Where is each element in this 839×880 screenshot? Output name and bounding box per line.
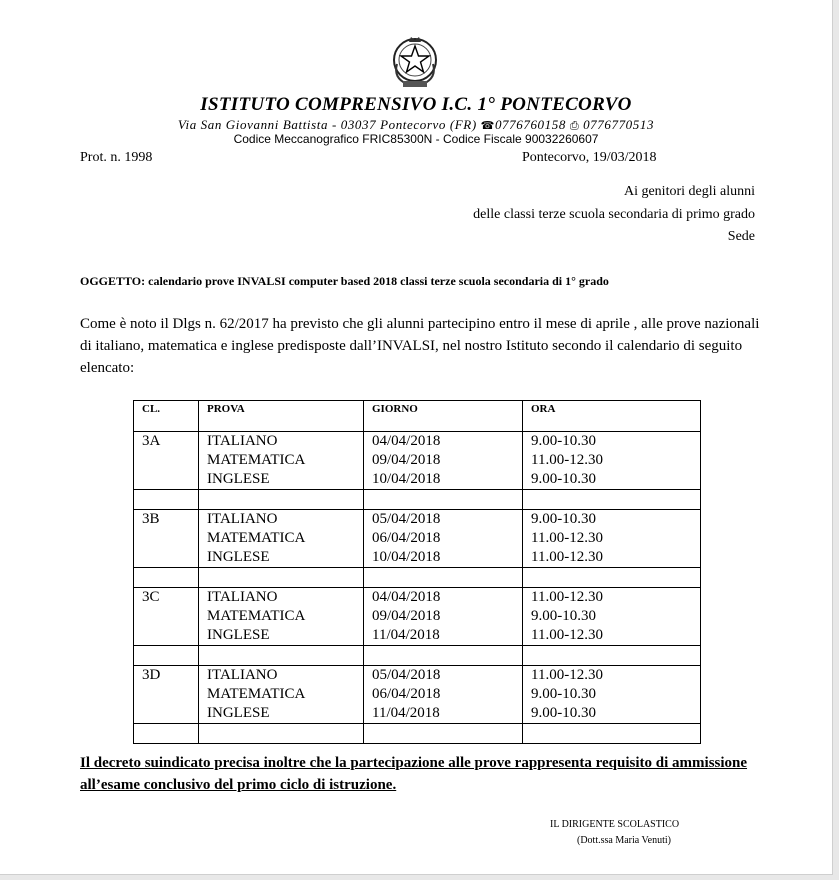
cell-giorno: 05/04/2018: [364, 510, 523, 530]
empty-cell: [364, 568, 523, 588]
empty-cell: [523, 724, 701, 744]
fax-number: 0776770513: [583, 117, 655, 132]
table-row: [134, 529, 701, 548]
empty-cell: [364, 646, 523, 666]
cell-prova: MATEMATICA: [199, 607, 364, 626]
empty-cell: [134, 724, 199, 744]
table-row: [134, 510, 701, 530]
cell-giorno: 09/04/2018: [364, 451, 523, 470]
header-ora: ORA: [523, 401, 701, 432]
table-header-row: [134, 401, 701, 432]
phone-number: 0776760158: [494, 117, 566, 132]
admission-note: Il decreto suindicato precisa inoltre che la partecipazione alle prove rappresenta requisito di ammissione all’esame conclusivo del primo ciclo di istruzione.: [80, 755, 748, 793]
telephone-icon: ☎: [480, 120, 495, 132]
cell-giorno: 06/04/2018: [364, 685, 523, 704]
table-row: [134, 588, 701, 608]
table-row: [134, 685, 701, 704]
table-row: [134, 607, 701, 626]
cell-ora: 9.00-10.30: [523, 685, 701, 704]
cell-giorno: 11/04/2018: [364, 704, 523, 724]
cell-class: [134, 529, 199, 548]
school-name: ISTITUTO COMPRENSIVO I.C. 1° PONTECORVO: [200, 94, 632, 115]
recipient-line: Sede: [727, 229, 755, 244]
cell-ora: 11.00-12.30: [523, 451, 701, 470]
empty-cell: [523, 568, 701, 588]
recipient-line: delle classi terze scuola secondaria di primo grado: [473, 207, 755, 222]
cell-class: [134, 626, 199, 646]
cell-prova: MATEMATICA: [199, 685, 364, 704]
cell-ora: 9.00-10.30: [523, 607, 701, 626]
cell-ora: 9.00-10.30: [523, 510, 701, 530]
empty-cell: [199, 568, 364, 588]
subject-line: OGGETTO: calendario prove INVALSI computer based 2018 classi terze scuola secondaria di 1° grado: [80, 274, 609, 288]
school-address: [0, 117, 832, 133]
protocol-number: Prot. n. 1998: [80, 150, 153, 165]
cell-giorno: 10/04/2018: [364, 548, 523, 568]
cell-ora: 11.00-12.30: [523, 588, 701, 608]
cell-giorno: 11/04/2018: [364, 626, 523, 646]
cell-class: [134, 704, 199, 724]
cell-ora: 11.00-12.30: [523, 626, 701, 646]
cell-giorno: 09/04/2018: [364, 607, 523, 626]
cell-class: [134, 451, 199, 470]
cell-ora: 11.00-12.30: [523, 548, 701, 568]
cell-prova: MATEMATICA: [199, 451, 364, 470]
body-paragraph: Come è noto il Dlgs n. 62/2017 ha previsto che gli alunni partecipino entro il mese di aprile , alle prove nazionali di italiano, matematica e inglese predisposte dall’INVALSI, nel nostro Istituto secondo il calendario di seguito elencato:: [80, 316, 760, 376]
cell-class: [134, 685, 199, 704]
table-row: [134, 470, 701, 490]
empty-cell: [523, 490, 701, 510]
spacer-row: [134, 568, 701, 588]
header-class: CL.: [134, 401, 199, 432]
cell-giorno: 05/04/2018: [364, 666, 523, 686]
header-prova: PROVA: [199, 401, 364, 432]
empty-cell: [134, 568, 199, 588]
spacer-row: [134, 646, 701, 666]
signature-title: IL DIRIGENTE SCOLASTICO: [550, 819, 680, 830]
cell-class: 3A: [134, 432, 199, 452]
table-row: [134, 432, 701, 452]
table-row: [134, 626, 701, 646]
empty-cell: [364, 490, 523, 510]
cell-ora: 9.00-10.30: [523, 432, 701, 452]
republic-emblem-icon: [389, 34, 441, 90]
fax-icon: ⎙: [569, 120, 580, 132]
cell-prova: INGLESE: [199, 548, 364, 568]
cell-class: [134, 470, 199, 490]
table-row: [134, 704, 701, 724]
cell-prova: ITALIANO: [199, 510, 364, 530]
empty-cell: [364, 724, 523, 744]
cell-ora: 9.00-10.30: [523, 704, 701, 724]
cell-class: 3B: [134, 510, 199, 530]
header-giorno: GIORNO: [364, 401, 523, 432]
invalsi-calendar-table: [133, 400, 701, 744]
empty-cell: [199, 724, 364, 744]
cell-giorno: 10/04/2018: [364, 470, 523, 490]
cell-giorno: 04/04/2018: [364, 588, 523, 608]
cell-ora: 9.00-10.30: [523, 470, 701, 490]
cell-class: 3C: [134, 588, 199, 608]
cell-prova: ITALIANO: [199, 588, 364, 608]
spacer-row: [134, 490, 701, 510]
signature-name: (Dott.ssa Maria Venuti): [577, 835, 671, 846]
cell-ora: 11.00-12.30: [523, 529, 701, 548]
empty-cell: [199, 490, 364, 510]
cell-ora: 11.00-12.30: [523, 666, 701, 686]
cell-prova: INGLESE: [199, 704, 364, 724]
empty-cell: [199, 646, 364, 666]
cell-prova: INGLESE: [199, 626, 364, 646]
cell-class: [134, 607, 199, 626]
cell-class: [134, 548, 199, 568]
cell-prova: MATEMATICA: [199, 529, 364, 548]
cell-prova: ITALIANO: [199, 432, 364, 452]
empty-cell: [523, 646, 701, 666]
table-row: [134, 548, 701, 568]
school-codes: Codice Meccanografico FRIC85300N - Codice Fiscale 90032260607: [233, 132, 599, 146]
cell-class: 3D: [134, 666, 199, 686]
empty-cell: [134, 490, 199, 510]
table-row: [134, 666, 701, 686]
empty-cell: [134, 646, 199, 666]
cell-giorno: 06/04/2018: [364, 529, 523, 548]
cell-prova: INGLESE: [199, 470, 364, 490]
table-row: [134, 451, 701, 470]
address-text: Via San Giovanni Battista - 03037 Pontecorvo (FR): [177, 117, 481, 132]
cell-prova: ITALIANO: [199, 666, 364, 686]
place-date: Pontecorvo, 19/03/2018: [522, 150, 657, 165]
recipient-line: Ai genitori degli alunni: [623, 184, 755, 199]
cell-giorno: 04/04/2018: [364, 432, 523, 452]
spacer-row: [134, 724, 701, 744]
